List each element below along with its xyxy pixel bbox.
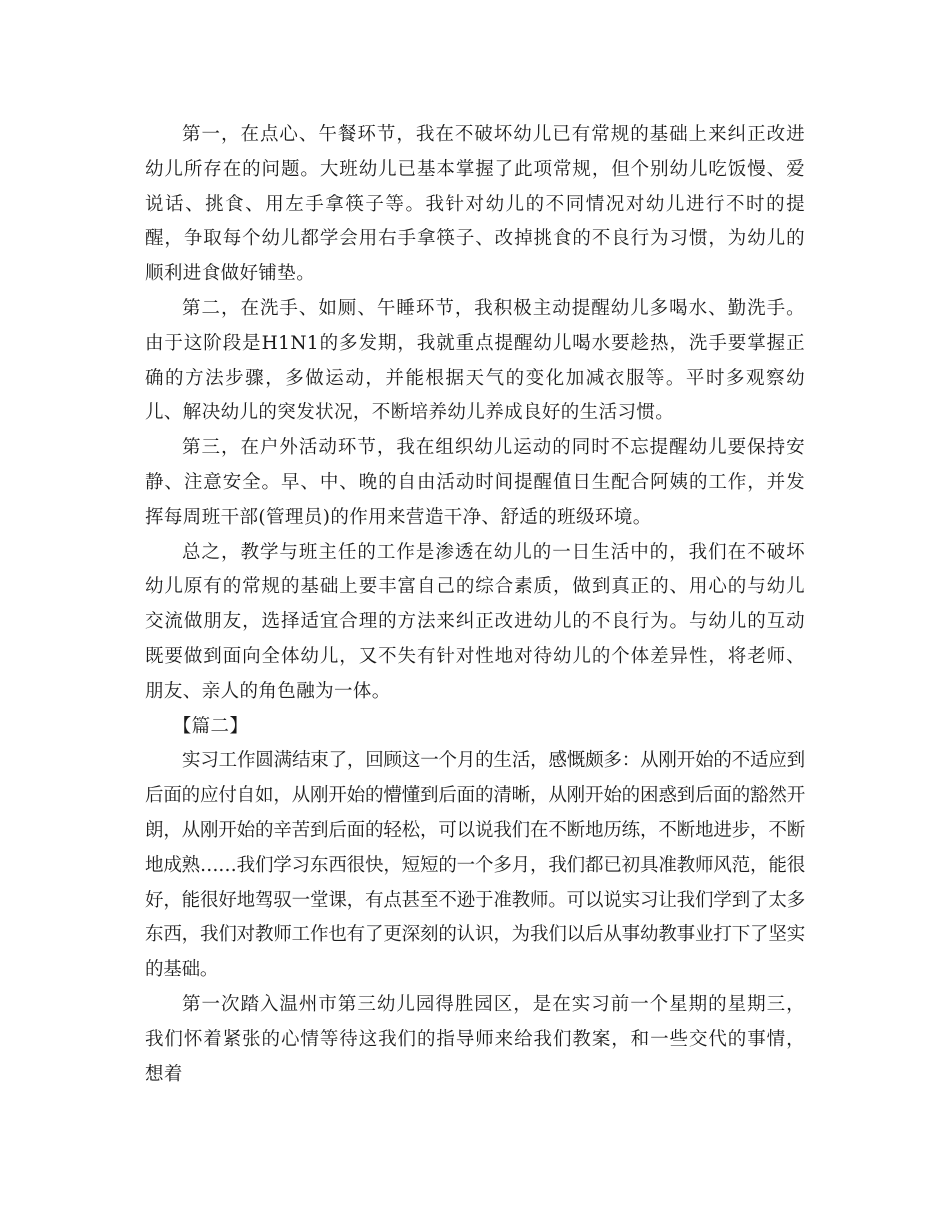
paragraph-hygiene: 第二，在洗手、如厕、午睡环节，我积极主动提醒幼儿多喝水、勤洗手。由于这阶段是H1N1的多发期，我就重点提醒幼儿喝水要趁热，洗手要掌握正确的方法步骤，多做运动，并能根据天气的变化加减衣服等。平时多观察幼儿、解决幼儿的突发状况，不断培养幼儿养成良好的生活习惯。 [145,297,805,424]
paragraph-first-visit: 第一次踏入温州市第三幼儿园得胜园区，是在实习前一个星期的星期三，我们怀着紧张的心情等待这我们的指导师来给我们教案，和一些交代的事情，想着 [145,993,805,1085]
paragraph-meals: 第一，在点心、午餐环节，我在不破坏幼儿已有常规的基础上来纠正改进幼儿所存在的问题。大班幼儿已基本掌握了此项常规，但个别幼儿吃饭慢、爱说话、挑食、用左手拿筷子等。我针对幼儿的不同情况对幼儿进行不时的提醒，争取每个幼儿都学会用右手拿筷子、改掉挑食的不良行为习惯，为幼儿的顺利进食做好铺垫。 [145,124,805,285]
paragraph-outdoor: 第三，在户外活动环节，我在组织幼儿运动的同时不忘提醒幼儿要保持安静、注意安全。早、中、晚的自由活动时间提醒值日生配合阿姨的工作，并发挥每周班干部(管理员)的作用来营造干净、舒适的班级环境。 [145,437,805,528]
paragraph-internship-review: 实习工作圆满结束了，回顾这一个月的生活，感慨颇多：从刚开始的不适应到后面的应付自如，从刚开始的懵懂到后面的清晰，从刚开始的困惑到后面的豁然开朗，从刚开始的辛苦到后面的轻松，可以说我们在不断地历练，不断地进步，不断地成熟……我们学习东西很快，短短的一个多月，我们都已初具准教师风范，能很好，能很好地驾驭一堂课，有点甚至不逊于准教师。可以说实习让我们学到了太多东西，我们对教师工作也有了更深刻的认识，为我们以后从事幼教事业打下了坚实的基础。 [145,750,805,981]
document-body [145,118,805,1092]
section-heading: 【篇二】 [172,715,249,737]
paragraph-summary: 总之，教学与班主任的工作是渗透在幼儿的一日生活中的，我们在不破坏幼儿原有的常规的基础上要丰富自己的综合素质，做到真正的、用心的与幼儿交流做朋友，选择适宜合理的方法来纠正改进幼儿的不良行为。与幼儿的互动既要做到面向全体幼儿，又不失有针对性地对待幼儿的个体差异性，将老师、朋友、亲人的角色融为一体。 [145,541,805,702]
